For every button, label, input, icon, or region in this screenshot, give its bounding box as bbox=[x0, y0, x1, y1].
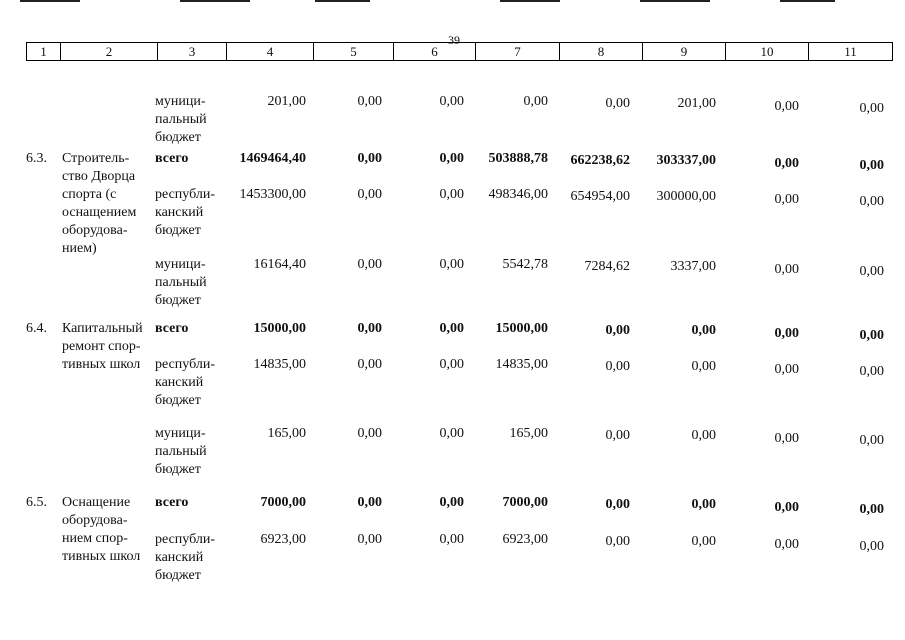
amount-cell: 1453300,00 bbox=[239, 187, 306, 202]
row-name-line: ремонт спор- bbox=[62, 339, 141, 354]
funding-source: бюджет bbox=[155, 130, 201, 145]
amount-cell: 0,00 bbox=[859, 433, 884, 448]
row-name-line: Строитель- bbox=[62, 151, 130, 166]
column-number: 4 bbox=[227, 43, 314, 61]
funding-source: муници- bbox=[155, 426, 206, 441]
funding-source: республи- bbox=[155, 357, 215, 372]
scan-mark bbox=[180, 0, 250, 2]
amount-cell: 7000,00 bbox=[502, 495, 548, 510]
funding-source: бюджет bbox=[155, 462, 201, 477]
amount-cell: 0,00 bbox=[691, 534, 716, 549]
scan-mark bbox=[500, 0, 560, 2]
row-name-line: оборудова- bbox=[62, 513, 128, 528]
amount-cell: 300000,00 bbox=[656, 189, 716, 204]
amount-cell: 15000,00 bbox=[253, 321, 306, 336]
amount-cell: 0,00 bbox=[691, 359, 716, 374]
amount-cell: 0,00 bbox=[605, 534, 630, 549]
row-name-line: оборудова- bbox=[62, 223, 128, 238]
amount-cell: 0,00 bbox=[439, 151, 464, 166]
amount-cell: 0,00 bbox=[439, 357, 464, 372]
amount-cell: 0,00 bbox=[605, 428, 630, 443]
amount-cell: 0,00 bbox=[859, 158, 884, 173]
funding-source: всего bbox=[155, 151, 189, 166]
amount-cell: 201,00 bbox=[267, 94, 306, 109]
row-code: 6.4. bbox=[26, 321, 47, 336]
amount-cell: 0,00 bbox=[774, 192, 799, 207]
amount-cell: 0,00 bbox=[439, 426, 464, 441]
amount-cell: 0,00 bbox=[605, 359, 630, 374]
funding-source: канский bbox=[155, 205, 204, 220]
funding-source: всего bbox=[155, 321, 189, 336]
amount-cell: 0,00 bbox=[357, 321, 382, 336]
funding-source: муници- bbox=[155, 257, 206, 272]
amount-cell: 0,00 bbox=[357, 426, 382, 441]
column-number: 11 bbox=[809, 43, 893, 61]
funding-source: канский bbox=[155, 550, 204, 565]
amount-cell: 503888,78 bbox=[488, 151, 548, 166]
amount-cell: 654954,00 bbox=[570, 189, 630, 204]
amount-cell: 5542,78 bbox=[502, 257, 548, 272]
amount-cell: 0,00 bbox=[357, 532, 382, 547]
row-name-line: ство Дворца bbox=[62, 169, 136, 184]
column-number: 5 bbox=[314, 43, 394, 61]
funding-source: пальный bbox=[155, 275, 207, 290]
column-number: 9 bbox=[643, 43, 726, 61]
amount-cell: 0,00 bbox=[357, 495, 382, 510]
amount-cell: 1469464,40 bbox=[239, 151, 306, 166]
amount-cell: 0,00 bbox=[859, 194, 884, 209]
amount-cell: 0,00 bbox=[859, 539, 884, 554]
amount-cell: 0,00 bbox=[859, 364, 884, 379]
column-number: 2 bbox=[61, 43, 158, 61]
amount-cell: 0,00 bbox=[439, 257, 464, 272]
amount-cell: 498346,00 bbox=[488, 187, 548, 202]
funding-source: бюджет bbox=[155, 223, 201, 238]
funding-source: пальный bbox=[155, 112, 207, 127]
amount-cell: 0,00 bbox=[859, 328, 884, 343]
row-code: 6.5. bbox=[26, 495, 47, 510]
row-name-line: нием) bbox=[62, 241, 97, 256]
amount-cell: 0,00 bbox=[357, 187, 382, 202]
amount-cell: 0,00 bbox=[439, 495, 464, 510]
row-name-line: оснащением bbox=[62, 205, 137, 220]
amount-cell: 0,00 bbox=[774, 99, 799, 114]
scan-mark bbox=[640, 0, 710, 2]
amount-cell: 0,00 bbox=[691, 428, 716, 443]
amount-cell: 662238,62 bbox=[570, 153, 630, 168]
amount-cell: 165,00 bbox=[267, 426, 306, 441]
row-code: 6.3. bbox=[26, 151, 47, 166]
funding-source: всего bbox=[155, 495, 189, 510]
amount-cell: 0,00 bbox=[774, 156, 799, 171]
amount-cell: 0,00 bbox=[859, 101, 884, 116]
funding-source: бюджет bbox=[155, 293, 201, 308]
amount-cell: 0,00 bbox=[439, 94, 464, 109]
amount-cell: 14835,00 bbox=[253, 357, 306, 372]
amount-cell: 6923,00 bbox=[502, 532, 548, 547]
amount-cell: 7000,00 bbox=[260, 495, 306, 510]
amount-cell: 0,00 bbox=[774, 431, 799, 446]
funding-source: муници- bbox=[155, 94, 206, 109]
page-number: 39 bbox=[448, 33, 460, 47]
row-name-line: спорта (с bbox=[62, 187, 117, 202]
amount-cell: 0,00 bbox=[439, 532, 464, 547]
amount-cell: 6923,00 bbox=[260, 532, 306, 547]
column-number: 7 bbox=[476, 43, 560, 61]
amount-cell: 201,00 bbox=[677, 96, 716, 111]
amount-cell: 0,00 bbox=[859, 264, 884, 279]
amount-cell: 165,00 bbox=[509, 426, 548, 441]
amount-cell: 0,00 bbox=[859, 502, 884, 517]
amount-cell: 0,00 bbox=[357, 94, 382, 109]
amount-cell: 0,00 bbox=[691, 323, 716, 338]
funding-source: пальный bbox=[155, 444, 207, 459]
amount-cell: 303337,00 bbox=[656, 153, 716, 168]
amount-cell: 0,00 bbox=[605, 497, 630, 512]
column-number-header bbox=[26, 42, 893, 61]
funding-source: бюджет bbox=[155, 393, 201, 408]
amount-cell: 0,00 bbox=[774, 537, 799, 552]
amount-cell: 0,00 bbox=[774, 262, 799, 277]
row-name-line: нием спор- bbox=[62, 531, 128, 546]
amount-cell: 16164,40 bbox=[253, 257, 306, 272]
amount-cell: 15000,00 bbox=[495, 321, 548, 336]
row-name-line: Оснащение bbox=[62, 495, 131, 510]
amount-cell: 0,00 bbox=[439, 187, 464, 202]
amount-cell: 0,00 bbox=[691, 497, 716, 512]
amount-cell: 0,00 bbox=[605, 323, 630, 338]
scan-mark bbox=[780, 0, 835, 2]
amount-cell: 7284,62 bbox=[584, 259, 630, 274]
row-name-line: Капитальный bbox=[62, 321, 143, 336]
amount-cell: 0,00 bbox=[439, 321, 464, 336]
amount-cell: 3337,00 bbox=[670, 259, 716, 274]
column-number: 1 bbox=[27, 43, 61, 61]
funding-source: республи- bbox=[155, 532, 215, 547]
amount-cell: 0,00 bbox=[774, 326, 799, 341]
funding-source: бюджет bbox=[155, 568, 201, 583]
column-number: 6 bbox=[394, 43, 476, 61]
row-name-line: тивных школ bbox=[62, 549, 141, 564]
amount-cell: 14835,00 bbox=[495, 357, 548, 372]
funding-source: канский bbox=[155, 375, 204, 390]
amount-cell: 0,00 bbox=[605, 96, 630, 111]
amount-cell: 0,00 bbox=[357, 151, 382, 166]
funding-source: республи- bbox=[155, 187, 215, 202]
row-name-line: тивных школ bbox=[62, 357, 141, 372]
column-number: 3 bbox=[158, 43, 227, 61]
amount-cell: 0,00 bbox=[523, 94, 548, 109]
column-number: 8 bbox=[560, 43, 643, 61]
column-number: 10 bbox=[726, 43, 809, 61]
amount-cell: 0,00 bbox=[774, 362, 799, 377]
amount-cell: 0,00 bbox=[774, 500, 799, 515]
amount-cell: 0,00 bbox=[357, 357, 382, 372]
scan-mark bbox=[315, 0, 370, 2]
amount-cell: 0,00 bbox=[357, 257, 382, 272]
scan-mark bbox=[20, 0, 80, 2]
